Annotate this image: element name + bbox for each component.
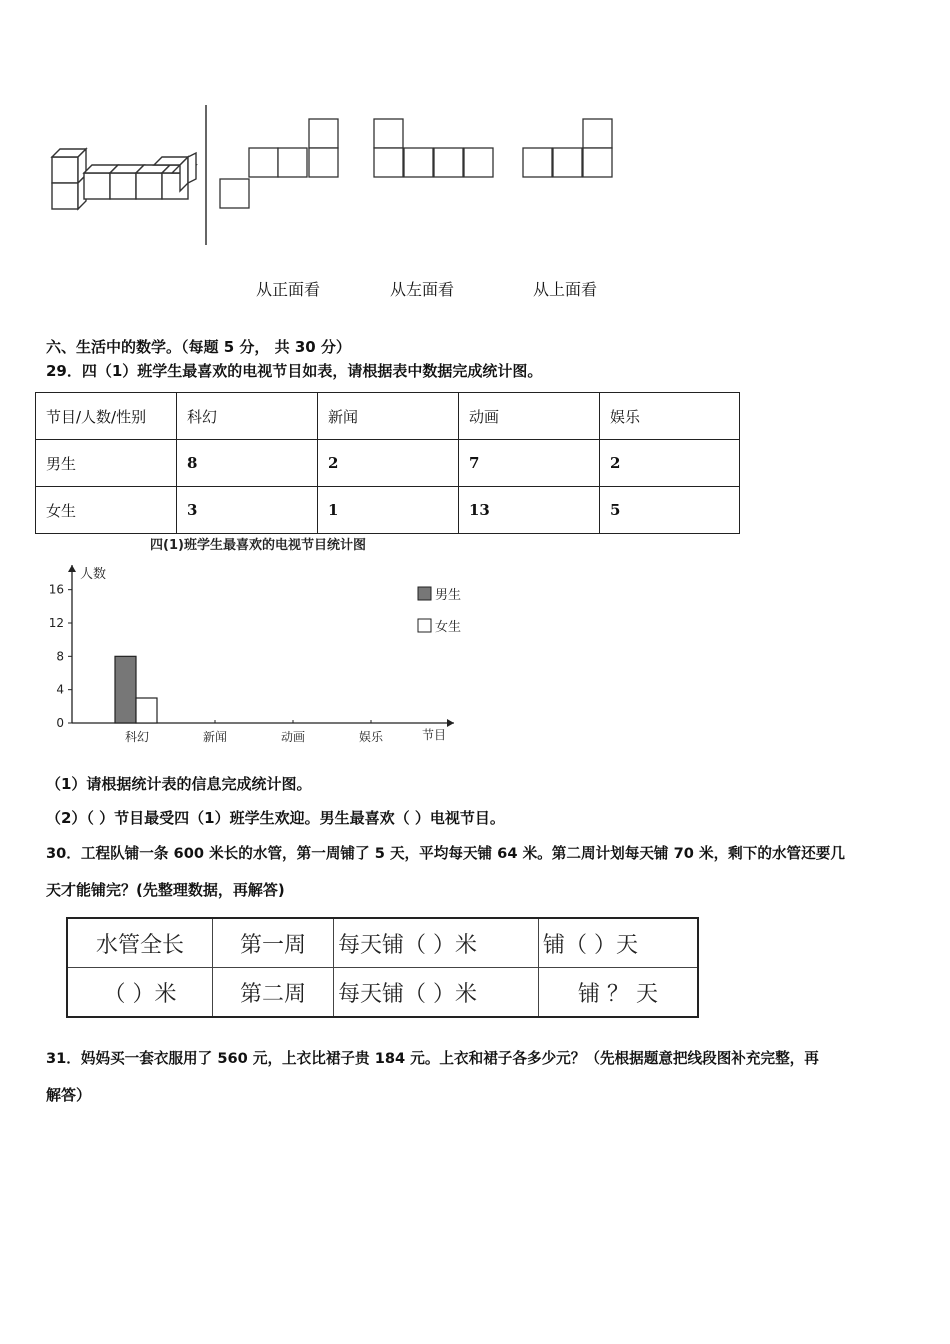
table-cell: 7	[459, 440, 600, 487]
q29-sub1: （1）请根据统计表的信息完成统计图。	[46, 775, 312, 793]
top-view-grid	[523, 119, 612, 177]
chart-title: 四(1)班学生最喜欢的电视节目统计图	[150, 538, 366, 553]
bar-girls-0	[136, 698, 157, 723]
cube-views-figure	[40, 95, 640, 255]
week2-daily-cell: 每天铺（ ）米	[334, 968, 539, 1018]
table-cell: 3	[177, 487, 318, 534]
x-axis-arrow	[447, 719, 454, 727]
y-tick-label: 16	[48, 582, 64, 597]
table-cell: 8	[177, 440, 318, 487]
table-cell: 1	[318, 487, 459, 534]
bar-boys-0	[115, 656, 136, 723]
y-tick-label: 0	[56, 716, 64, 730]
pipe-data-table	[66, 917, 699, 1018]
q29-stem: 29．四（1）班学生最喜欢的电视节目如表，请根据表中数据完成统计图。	[46, 362, 543, 380]
x-tick-label: 科幻	[124, 730, 150, 744]
q31-stem-line1: 31．妈妈买一套衣服用了 560 元，上衣比裙子贵 184 元。上衣和裙子各多少元？（先根据题意把线段图补充完整，再	[46, 1050, 819, 1067]
table-header-row	[36, 393, 740, 440]
q29-sub2: （2）（ ）节目最受四（1）班学生欢迎。男生最喜欢（ ）电视节目。	[46, 809, 505, 827]
week1-daily-cell: 每天铺（ ）米	[334, 918, 539, 968]
row-label: 女生	[36, 487, 177, 534]
q30-stem-line1: 30．工程队铺一条 600 米长的水管，第一周铺了 5 天，平均每天铺 64 米。第二周计划每天铺 70 米，剩下的水管还要几	[46, 845, 845, 862]
tv-program-table	[35, 392, 740, 534]
front-view-label: 从正面看	[256, 280, 321, 299]
x-tick-label: 动画	[280, 730, 306, 744]
legend-label-boys: 男生	[435, 588, 462, 603]
y-axis-arrow	[68, 565, 76, 572]
total-length-label: 水管全长	[67, 918, 213, 968]
x-tick-label: 娱乐	[358, 730, 384, 744]
table-header-cell: 动画	[459, 393, 600, 440]
week1-days-cell: 铺（ ）天	[539, 918, 699, 968]
legend-swatch-girls	[418, 619, 431, 632]
legend-swatch-boys	[418, 587, 431, 600]
front-view-grid	[220, 119, 338, 208]
y-tick-label: 12	[48, 616, 64, 630]
table-row	[67, 968, 698, 1018]
tv-program-bar-chart	[40, 533, 480, 748]
week2-label: 第二周	[213, 968, 334, 1018]
x-axis-label: 节目	[422, 728, 447, 742]
row-label: 男生	[36, 440, 177, 487]
y-axis-label: 人数	[80, 567, 107, 582]
q31-stem-line2: 解答）	[46, 1086, 92, 1104]
chart-legend	[418, 587, 461, 635]
table-header-cell: 科幻	[177, 393, 318, 440]
y-tick-label: 8	[56, 649, 64, 664]
section-title: 六、生活中的数学。（每题 5 分， 共 30 分）	[46, 338, 351, 356]
legend-label-girls: 女生	[435, 620, 462, 635]
table-header-cell: 新闻	[318, 393, 459, 440]
top-view-label: 从上面看	[533, 280, 598, 299]
table-header-cell: 节目/人数/性别	[36, 393, 177, 440]
table-cell: 13	[459, 487, 600, 534]
left-view-label: 从左面看	[390, 280, 455, 299]
table-row	[36, 487, 740, 534]
isometric-cube-model	[52, 149, 196, 209]
total-length-unit: （ ）米	[67, 968, 213, 1018]
table-cell: 2	[318, 440, 459, 487]
table-cell: 5	[600, 487, 740, 534]
x-tick-label: 新闻	[202, 730, 228, 744]
table-row	[36, 440, 740, 487]
left-view-grid	[374, 119, 493, 177]
y-tick-label: 4	[56, 682, 64, 697]
week1-label: 第一周	[213, 918, 334, 968]
table-row	[67, 918, 698, 968]
q30-stem-line2: 天才能铺完？(先整理数据，再解答)	[46, 881, 285, 899]
table-header-cell: 娱乐	[600, 393, 740, 440]
week2-days-cell: 铺 ？ 天	[539, 968, 699, 1018]
table-cell: 2	[600, 440, 740, 487]
